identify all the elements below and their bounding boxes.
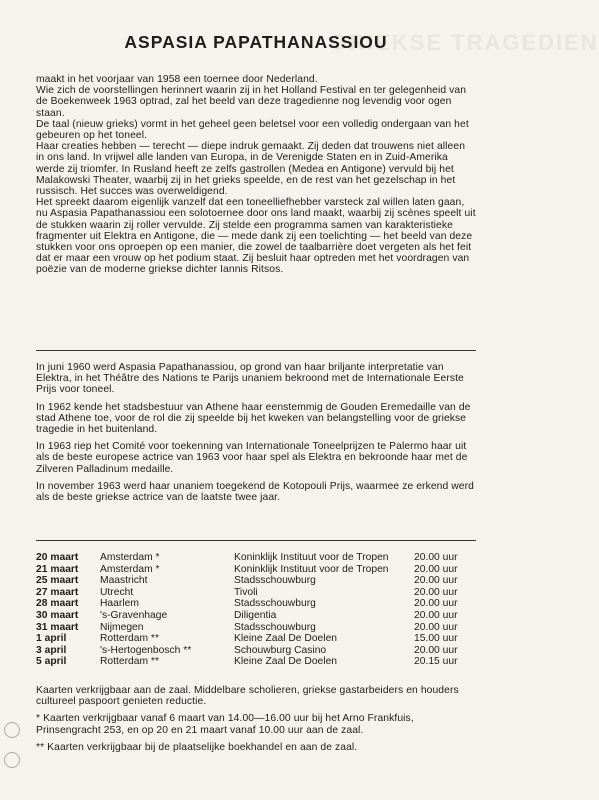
schedule-venue: Kleine Zaal De Doelen: [234, 633, 338, 645]
schedule-time: 20.00 uur: [414, 644, 458, 656]
ghost-heading: GRIEKSE TRAGEDIEN: [330, 30, 599, 55]
schedule-row: [36, 656, 476, 668]
schedule-city: Maastricht: [100, 575, 148, 587]
intro-paragraph: Haar creaties hebben — terecht — diepe indruk gemaakt. Zij deden dat trouwens niet alleen in ons land. In vrijwel alle landen van Europa, in de Verenigde Staten en in Zuid-Amerika werde zij triomfer. In Rusland heeft ze zelfs gastrollen (Medea en Antigone) vervuld bij het Malakowski Theater, waarbij zij in het grieks speelde, en de rest van het gezelschap in het russisch. Het succes was overweldigend.: [36, 141, 466, 198]
schedule-row: [36, 598, 476, 610]
schedule-row: [36, 564, 476, 576]
ticket-info: [36, 685, 476, 753]
performance-schedule: [36, 552, 476, 668]
schedule-date: 1 april: [36, 633, 67, 645]
schedule-date: 28 maart: [36, 598, 79, 610]
section-divider: [36, 540, 476, 541]
intro-paragraph: Het spreekt daarom eigenlijk vanzelf dat een toneelliefhebber varsteck zal willen laten gaan, nu Aspasia Papathanassiou een solotoernee door ons land maakt, waarbij zij scènes speelt uit de stukken waarin zij roller vervulde. Zij stelde een programma samen van karakteristieke fragmenter uit Elektra en Antigone, die — mede dank zij een toelichting — het beeld van deze stukken voor ons oproepen op een manier, die zowel de taalbarrière doet vergeten als het feit dat er maar een vrouw op het podium staat. Zij besluit haar optreden met het voordragen van poëzie van de moderne griekse dichter Iannis Ritsos.: [36, 197, 476, 276]
binder-hole-icon: [4, 752, 20, 768]
schedule-city: Amsterdam *: [100, 552, 160, 563]
schedule-date: 3 april: [36, 644, 67, 656]
intro-paragraph: De taal (nieuw grieks) vormt in het geheel geen beletsel voor een volledig ondergaan van het gebeuren op het toneel.: [36, 118, 469, 142]
schedule-date: 5 april: [36, 656, 67, 668]
schedule-city: 's-Hertogenbosch **: [100, 644, 192, 656]
schedule-row: [36, 645, 476, 657]
schedule-time: 20.00 uur: [414, 575, 458, 587]
schedule-row: [36, 575, 476, 587]
schedule-row: [36, 610, 476, 622]
intro-section: [36, 74, 476, 276]
schedule-venue: Koninklijk Instituut voor de Tropen: [234, 552, 389, 563]
intro-paragraph: maakt in het voorjaar van 1958 een toernee door Nederland.: [36, 74, 318, 85]
schedule-time: 20.00 uur: [414, 609, 458, 621]
schedule-time: 20.00 uur: [414, 621, 458, 633]
ticket-general: Kaarten verkrijgbaar aan de zaal. Middelbare scholieren, griekse gastarbeiders en houders cultureel paspoort genieten reductie.: [36, 685, 459, 708]
binder-hole-icon: [4, 722, 20, 738]
schedule-date: 20 maart: [36, 552, 79, 563]
schedule-city: Utrecht: [100, 586, 134, 598]
schedule-time: 20.15 uur: [414, 656, 458, 668]
schedule-city: Haarlem: [100, 598, 139, 610]
awards-section: [36, 362, 476, 503]
schedule-time: 20.00 uur: [414, 586, 458, 598]
page-title: ASPASIA PAPATHANASSIOU: [124, 32, 388, 52]
schedule-city: 's-Gravenhage: [100, 609, 168, 621]
award-paragraph: In juni 1960 werd Aspasia Papathanassiou, op grond van haar briljante interpretatie van Elektra, in het Théâtre des Nations te Parijs unaniem bekroond met de Internationale Eerste Prijs voor toneel.: [36, 362, 464, 396]
schedule-venue: Tivoli: [234, 586, 258, 598]
award-paragraph: In 1963 riep het Comité voor toekenning van Internationale Toneelprijzen te Palermo haar uit als de beste europese actrice van 1963 voor haar spel als Elektra en bekroonde haar met de Zilveren Palladinum medaille.: [36, 441, 468, 475]
schedule-row: [36, 633, 476, 645]
schedule-row: [36, 622, 476, 634]
schedule-date: 27 maart: [36, 586, 79, 598]
schedule-city: Rotterdam **: [100, 633, 159, 645]
schedule-city: Nijmegen: [100, 621, 144, 633]
schedule-time: 20.00 uur: [414, 563, 458, 575]
schedule-date: 31 maart: [36, 621, 79, 633]
schedule-time: 20.00 uur: [414, 598, 458, 610]
schedule-city: Amsterdam *: [100, 563, 160, 575]
section-divider: [36, 350, 476, 351]
schedule-venue: Stadsschouwburg: [234, 621, 316, 633]
schedule-venue: Stadsschouwburg: [234, 575, 316, 587]
schedule-city: Rotterdam **: [100, 656, 159, 668]
intro-paragraph: Wie zich de voorstellingen herinnert waarin zij in het Holland Festival en ter gelegenheid van de Boekenweek 1963 optrad, zal het beeld van deze tragedienne nog levendig voor ogen staan.: [36, 85, 467, 119]
schedule-row: [36, 552, 476, 564]
schedule-venue: Koninklijk Instituut voor de Tropen: [234, 563, 389, 575]
ticket-note-2: ** Kaarten verkrijgbaar bij de plaatselijke boekhandel en aan de zaal.: [36, 741, 358, 753]
schedule-date: 21 maart: [36, 563, 79, 575]
schedule-row: [36, 587, 476, 599]
schedule-venue: Diligentia: [234, 609, 277, 621]
schedule-time: 15.00 uur: [414, 633, 458, 645]
schedule-date: 30 maart: [36, 609, 79, 621]
award-paragraph: In november 1963 werd haar unaniem toegekend de Kotopouli Prijs, waarmee ze erkend werd als de beste griekse actrice van de laatste twee jaar.: [36, 480, 474, 504]
award-paragraph: In 1962 kende het stadsbestuur van Athene haar eenstemmig de Gouden Eremedaille van de stad Athene toe, voor de rol die zij speelde bij het kweken van belangstelling voor de griekse tragedie in het buitenland.: [36, 401, 471, 436]
schedule-venue: Stadsschouwburg: [234, 598, 316, 610]
ticket-note-1: * Kaarten verkrijgbaar vanaf 6 maart van 14.00—16.00 uur bij het Arno Frankfuis, Prinsengracht 253, en op 20 en 21 maart vanaf 10.00 uur aan de zaal.: [36, 713, 414, 736]
schedule-time: 20.00 uur: [414, 552, 458, 563]
schedule-venue: Schouwburg Casino: [234, 644, 327, 656]
schedule-venue: Kleine Zaal De Doelen: [234, 656, 338, 668]
schedule-date: 25 maart: [36, 575, 79, 587]
